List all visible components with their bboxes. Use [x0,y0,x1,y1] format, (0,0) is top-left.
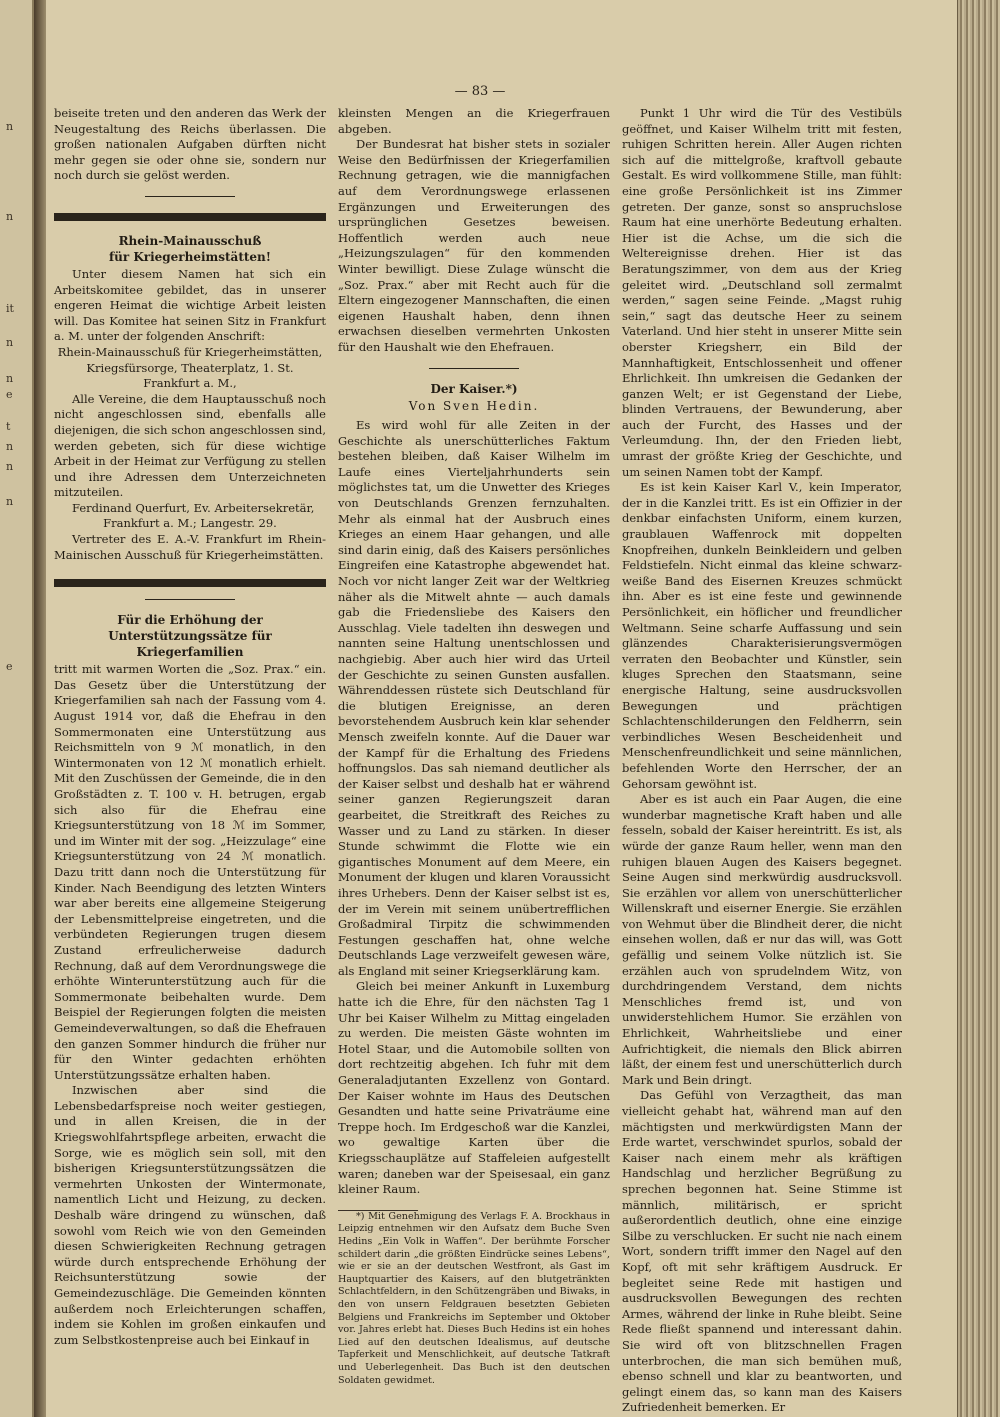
column-left [54,106,326,1348]
footnote: *) Mit Genehmigung des Verlags F. A. Brockhaus in Leipzig entnehmen wir den Aufsatz dem Buche Sven Hedins „Ein Volk in Waffen“. Der berühmte Forscher schildert darin „die größten Eindrücke seines Lebens“, wie er sie an der deutschen Westfront, als Gast im Hauptquartier des Kaisers, auf den blutgetränkten Schlachtfeldern, in den Schützengräben und Biwaks, in den von unsern Feldgrauen besetzten Gebieten Belgiens und Frankreichs im September und Oktober vor. Jahres erlebt hat. Dieses Buch Hedins ist ein hohes Lied auf den deutschen Idealismus, auf deutsche Tapferkeit und Menschlichkeit, auf deutsche Tatkraft und Ueberlegenheit. Das Buch ist den deutschen Soldaten gewidmet. [338,1210,610,1386]
section-title-line: Rhein-Mainausschuß [118,233,262,248]
signature-line: Vertreter des E. A.-V. Frankfurt im Rhein-Mainischen Ausschuß für Kriegerheimstätten. [54,532,326,562]
article-byline: Von Sven Hedin. [408,398,540,413]
page-number: — 83 — [454,84,506,99]
section-title-line: Für die Erhöhung der Unterstützungssätze für [108,613,272,644]
paragraph: Alle Vereine, die dem Hauptausschuß noch nicht angeschlossen sind, ebenfalls alle diejenigen, die sich schon angeschlossen sind, werden gebeten, sich für diese wichtige Arbeit in der Heimat zur Verfügung zu stellen und ihre Adressen dem Unterzeichneten mitzuteilen. [54,391,326,500]
divider [145,196,235,197]
paragraph: Gleich bei meiner Ankunft in Luxemburg hatte ich die Ehre, für den nächsten Tag 1 Uhr bei Kaiser Wilhelm zu Mittag eingeladen zu werden. Die meisten Gäste wohnten im Hotel Staar, und die Automobile sollten von dort rechtzeitig abgehen. Ich fuhr mit dem Generaladjutanten Exzellenz von Gontard. Der Kaiser wohnte im Haus des Deutschen Gesandten und hatte seine Privaträume eine Treppe hoch. Im Erdgeschoß war die Kanzlei, wo gewaltige Karten über die Kriegsschauplätze auf Staffeleien aufgestellt waren; daneben war der Speisesaal, ein ganz kleiner Raum. [338,979,610,1197]
address-line: Kriegsfürsorge, Theaterplatz, 1. St. [86,360,294,375]
paragraph: kleinsten Mengen an die Kriegerfrauen abgeben. [338,106,610,136]
margin-fragment: t [6,420,11,433]
paragraph: Aber es ist auch ein Paar Augen, die eine wunderbar magnetische Kraft haben und alle fesseln, sobald der Kaiser hereintritt. Es ist, als würde der ganze Raum heller, wenn man den ruhigen blauen Augen des Kaisers begegnet. Seine Augen sind merkwürdig ausdrucksvoll. Sie erzählen vor allem von unerschütterlicher Willenskraft und eiserner Energie. Sie erzählen von Wehmut über die Blindheit derer, die nicht einsehen wollen, daß er nur das will, was Gott gefällig und seinem Volke nützlich ist. Sie erzählen auch von sprudelndem Witz, von durchdringendem Verstand, dem nichts Menschliches fremd ist, und von unwiderstehlichem Humor. Sie erzählen von Ehrlichkeit, Wahrheitsliebe und einer Aufrichtigkeit, die niemals den Blick abirren läßt, der einem fest und unerschütterlich durch Mark und Bein dringt. [622,792,902,1087]
divider [145,599,235,600]
section-title-line: Kriegerfamilien [136,645,244,660]
book-gutter [34,0,46,1417]
paragraph: Inzwischen aber sind die Lebensbedarfspreise noch weiter gestiegen, und in allen Kreisen, die in der Kriegswohlfahrtspflege arbeiten, erwacht die Sorge, wie es möglich sein soll, mit den bisherigen Kriegsunterstützungssätzen die vermehrten Unkosten der Wintermonate, namentlich Licht und Heizung, zu decken. Deshalb wäre dringend zu wünschen, daß sowohl vom Reich wie von den Gemeinden diesen Schwierigkeiten Rechnung getragen würde durch entsprechende Erhöhung der Reichsunterstützung sowie der Gemeindezuschläge. Die Gemeinden könnten außerdem noch Erleichterungen schaffen, indem sie Kohlen im großen einkaufen und zum Selbstkostenpreise auch bei Einkauf in [54,1083,326,1347]
column-middle [338,106,610,1387]
section-title [54,233,326,265]
address-line: Rhein-Mainausschuß für Kriegerheimstätten, [57,344,323,359]
paragraph: Es ist kein Kaiser Karl V., kein Imperator, der in die Kanzlei tritt. Es ist ein Offizier in der denkbar einfachsten Uniform, einem kurzen, graublauen Waffenrock mit doppelten Knopfreihen, dunkeln Beinkleidern und gelben Feldstiefeln. Nicht einmal das kleine schwarz-weiße Band des Eisernen Kreuzes schmückt ihn. Aber es ist eine feste und gewinnende Persönlichkeit, ein höflicher und freundlicher Weltmann. Seine scharfe Auffassung und sein glänzendes Charakterisierungsvermögen verraten den Beobachter und Künstler, sein kluges Sprechen den Staatsmann, seine energische Haltung, seine ausdrucksvollen Bewegungen und prächtigen Schlachtenschilderungen den Feldherrn, sein verbindliches Wesen Bescheidenheit und Menschenfreundlichkeit und seine männlichen, befehlenden Worte den Herrscher, der an Gehorsam gewöhnt ist. [622,480,902,791]
page-stack-edge [957,0,1000,1417]
margin-fragment: n [6,210,14,223]
margin-fragment: n [6,440,14,453]
paragraph: tritt mit warmen Worten die „Soz. Prax.“ ein. Das Gesetz über die Unterstützung der Kriegerfamilien sah nach der Fassung vom 4. August 1914 vor, daß die Ehefrau in den Sommermonaten eine Unterstützung aus Reichsmitteln von 9 ℳ monatlich, in den Wintermonaten von 12 ℳ monatlich erhielt. Mit den Zuschüssen der Gemeinde, die in den Großstädten z. T. 100 v. H. betrugen, ergab sich also für die Ehefrau eine Kriegsunterstützung von 18 ℳ im Sommer, und im Winter mit der sog. „Heizzulage“ eine Kriegsunterstützung von 24 ℳ monatlich. Dazu tritt dann noch die Unterstützung für Kinder. Nach Beendigung des letzten Winters war aber bereits eine allgemeine Steigerung der Lebensmittelpreise eingetreten, und die verbündeten Regierungen trugen diesem Zustand erfreulicherweise dadurch Rechnung, daß auf dem Verordnungswege die erhöhte Winterunterstützung auch für die Sommermonate beibehalten wurde. Dem Beispiel der Regierungen folgten die meisten Gemeindeverwaltungen, so daß die Ehefrauen den ganzen Sommer hindurch die früher nur für den Winter gedachten erhöhten Unterstützungssätze erhalten haben. [54,662,326,1082]
margin-fragment: n [6,120,14,133]
margin-fragment: n [6,372,14,385]
paragraph: Es wird wohl für alle Zeiten in der Geschichte als unerschütterliches Faktum bestehen bleiben, daß Kaiser Wilhelm im Laufe eines Vierteljahrhunderts sein möglichstes tat, um die Unwetter des Krieges von Deutschlands Grenzen fernzuhalten. Mehr als einmal hat der Ausbruch eines Krieges an einem Haar gehangen, und alle sind darin einig, daß des Kaisers persönliches Eingreifen eine Katastrophe abgewendet hat. Noch vor nicht langer Zeit war der Weltkrieg näher als die Mitwelt ahnte — auch damals gab die Friedensliebe des Kaisers den Ausschlag. Viele tadelten ihn deswegen und nannten seine Haltung unentschlossen und nachgiebig. Aber auch hier wird das Urteil der Geschichte zu seinen Gunsten ausfallen. Währenddessen rüstete sich Deutschland für die blutigen Ereignisse, an deren bevorstehendem Ausbruch kein klar sehender Mensch zweifeln konnte. Auf die Dauer war der Kampf für die Erhaltung des Friedens hoffnungslos. Das sah niemand deutlicher als der Kaiser selbst und deshalb hat er während seiner ganzen Regierungszeit daran gearbeitet, die Streitkraft des Reiches zu Wasser und zu Land zu stärken. In dieser Stunde schwimmt die Flotte wie ein gigantisches Monument auf dem Meere, ein Monument der klugen und klaren Voraussicht ihres Urhebers. Denn der Kaiser selbst ist es, der im Verein mit seinem unübertrefflichen Großadmiral Tirpitz die schwimmenden Festungen geschaffen hat, ohne welche Deutschlands Lage verzweifelt gewesen wäre, als England mit seiner Kriegserklärung kam. [338,418,610,978]
paragraph: Unter diesem Namen hat sich ein Arbeitskomitee gebildet, das in unserer engeren Heimat die wichtige Arbeit leisten will. Das Komitee hat seinen Sitz in Frankfurt a. M. unter der folgenden Anschrift: [54,266,326,344]
heavy-divider [54,213,326,221]
paragraph: Das Gefühl von Verzagtheit, das man vielleicht gehabt hat, während man auf den mächtigsten und merkwürdigsten Mann der Erde wartet, verschwindet spurlos, sobald der Kaiser nach einem mehr als kräftigen Handschlag und herzlicher Begrüßung zu sprechen begonnen hat. Seine Stimme ist männlich, militärisch, er spricht außerordentlich deutlich, ohne eine einzige Silbe zu verschlucken. Er sucht nie nach einem Wort, sondern trifft immer den Nagel auf den Kopf, oft mit sehr kräftigem Ausdruck. Er begleitet seine Rede mit hastigen und ausdrucksvollen Bewegungen des rechten Armes, während der linke in Ruhe bleibt. Seine Rede fließt spannend und interessant dahin. Sie wird oft von blitzschnellen Fragen unterbrochen, die man sich bemühen muß, ebenso schnell und klar zu beantworten, und gelingt einem das, so kann man des Kaisers Zufriedenheit bemerken. Er [622,1088,902,1415]
previous-page-edge [0,0,34,1417]
article-title: Der Kaiser.*) [430,381,518,396]
margin-fragment: e [6,388,13,401]
margin-fragment: e [6,660,13,673]
paragraph: Punkt 1 Uhr wird die Tür des Vestibüls geöffnet, und Kaiser Wilhelm tritt mit festen, ruhigen Schritten herein. Aller Augen richten sich auf die mittelgroße, kraftvoll gebaute Gestalt. Es wird vollkommene Stille, man fühlt: eine große Persönlichkeit ist ins Zimmer getreten. Der ganze, sonst so anspruchslose Raum hat eine unerhörte Bedeutung erhalten. Hier ist die Achse, um die sich die Weltereignisse drehen. Hier ist das Beratungszimmer, von dem aus der Krieg geleitet wird. „Deutschland soll zermalmt werden,“ sagen seine Feinde. „Magst ruhig sein,“ sagt das deutsche Heer zu seinem Vaterland. Und hier steht in unserer Mitte sein oberster Kriegsherr, ein Bild der Mannhaftigkeit, Entschlossenheit und offener Ehrlichkeit. Ihn umkreisen die Gedanken der ganzen Welt; er ist Gegenstand der Liebe, blinden Vertrauens, der Bewunderung, aber auch der Furcht, des Hasses und der Verleumdung. Ihn, der den Frieden liebt, umrast der größte Krieg der Geschichte, und um seinen Namen tobt der Kampf. [622,106,902,479]
margin-fragment: n [6,336,14,349]
divider [429,368,519,369]
margin-fragment: n [6,495,14,508]
paragraph: Der Bundesrat hat bisher stets in sozialer Weise den Bedürfnissen der Kriegerfamilien Rechnung getragen, wie die mannigfachen auf dem Verordnungswege erlassenen Ergänzungen und Erweiterungen des ursprünglichen Gesetzes beweisen. Hoffentlich werden auch neue „Heizungszulagen“ für den kommenden Winter bewilligt. Diese Zulage wünscht die „Soz. Prax.“ aber mit Recht auch für die Eltern eingezogener Mannschaften, die einen eigenen Haushalt haben, denn ihnen erwachsen dieselben vermehrten Unkosten für den Haushalt wie den Ehefrauen. [338,137,610,354]
paragraph: beiseite treten und den anderen das Werk der Neugestaltung des Reichs überlassen. Die großen nationalen Aufgaben dürften nicht mehr gegen sie oder ohne sie, sondern nur noch durch sie gelöst werden. [54,106,326,183]
margin-fragment: it [6,302,14,315]
column-right [622,106,902,1416]
section-title-line: für Kriegerheimstätten! [108,249,272,264]
heavy-divider [54,579,326,587]
signature-line: Frankfurt a. M.; Langestr. 29. [103,516,277,531]
address-line: Frankfurt a. M., [143,376,237,391]
margin-fragment: n [6,460,14,473]
section-title [54,612,326,660]
signature-line: Ferdinand Querfurt, Ev. Arbeitersekretär, [72,500,315,515]
